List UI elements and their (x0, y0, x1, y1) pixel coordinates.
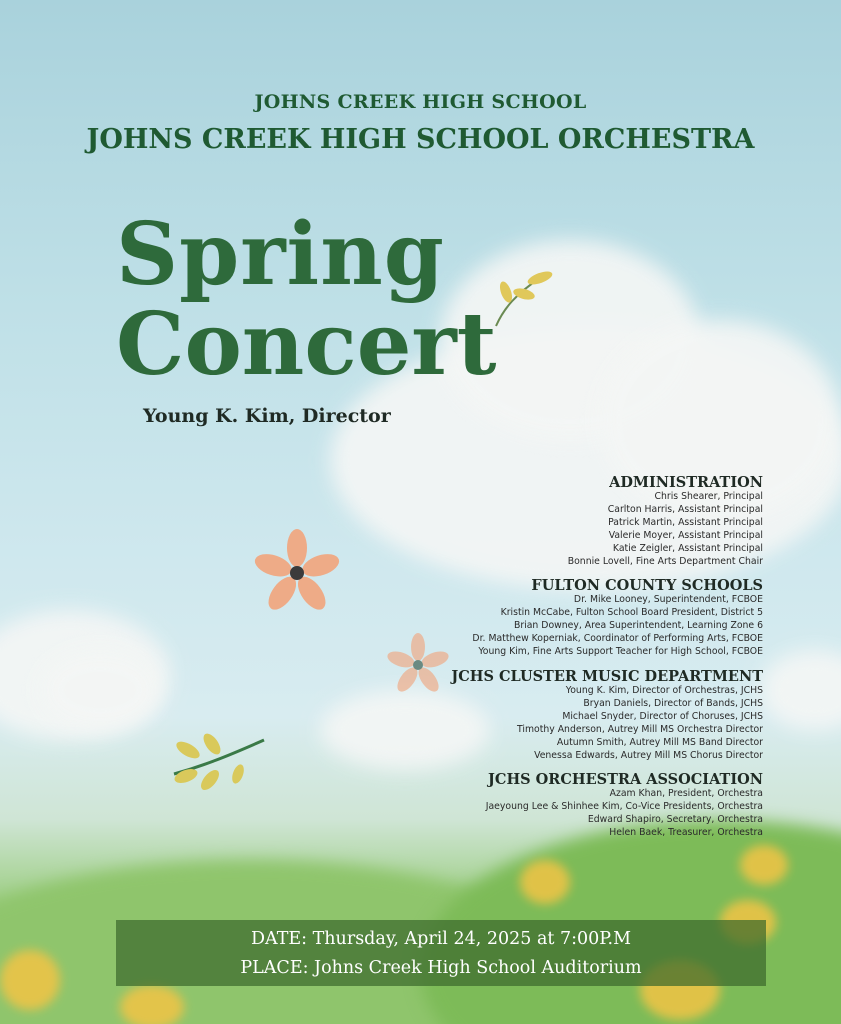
section-heading: ADMINISTRATION (609, 474, 763, 491)
credit-line: Kristin McCabe, Fulton School Board President, District 5 (500, 607, 763, 619)
credit-line: Dr. Mike Looney, Superintendent, FCBOE (573, 594, 763, 606)
credit-line: Timothy Anderson, Autrey Mill MS Orchestra Director (516, 723, 763, 735)
event-banner (116, 920, 766, 986)
title-line-concert: Concert (116, 294, 497, 395)
school-name: JOHNS CREEK HIGH SCHOOL (254, 91, 587, 113)
credits-list (343, 474, 763, 840)
background-cloud (40, 650, 160, 730)
orchestra-name: JOHNS CREEK HIGH SCHOOL ORCHESTRA (86, 124, 755, 155)
director-credit: Young K. Kim, Director (143, 405, 391, 427)
leaf-sprig-icon (490, 268, 560, 330)
credit-line: Brian Downey, Area Superintendent, Learning Zone 6 (513, 620, 763, 632)
credit-line: Katie Zeigler, Assistant Principal (612, 542, 763, 554)
section-heading: FULTON COUNTY SCHOOLS (531, 577, 763, 595)
credit-line: Autumn Smith, Autrey Mill MS Band Director (556, 736, 763, 748)
leaf-sprig-icon (168, 730, 268, 792)
background-flower (740, 845, 788, 885)
background-flower (520, 860, 570, 904)
event-place: PLACE: Johns Creek High School Auditorium (240, 958, 642, 978)
background-flower (120, 985, 184, 1024)
section-heading: JCHS ORCHESTRA ASSOCIATION (488, 771, 763, 789)
credit-line: Carlton Harris, Assistant Principal (607, 503, 763, 515)
title-line-spring: Spring (116, 204, 445, 305)
credit-line: Dr. Matthew Koperniak, Coordinator of Performing Arts, FCBOE (472, 633, 763, 645)
credit-line: Valerie Moyer, Assistant Principal (608, 529, 763, 541)
credit-line: Chris Shearer, Principal (654, 491, 763, 502)
credit-line: Patrick Martin, Assistant Principal (608, 516, 763, 528)
peach-flower-icon (250, 528, 344, 616)
credit-line: Young Kim, Fine Arts Support Teacher for High School, FCBOE (478, 646, 763, 658)
background-cloud (760, 650, 841, 730)
section-heading: JCHS CLUSTER MUSIC DEPARTMENT (451, 667, 763, 685)
credit-line: Young K. Kim, Director of Orchestras, JCHS (565, 684, 763, 696)
credit-line: Bryan Daniels, Director of Bands, JCHS (583, 697, 763, 709)
credit-line: Jaeyoung Lee & Shinhee Kim, Co-Vice Presidents, Orchestra (485, 801, 763, 813)
credit-line: Edward Shapiro, Secretary, Orchestra (587, 814, 763, 826)
credit-line: Michael Snyder, Director of Choruses, JCHS (562, 710, 763, 722)
credit-line: Venessa Edwards, Autrey Mill MS Chorus Director (534, 749, 763, 761)
credit-line: Helen Baek, Treasurer, Orchestra (609, 827, 763, 839)
background-flower (0, 950, 60, 1010)
event-date: DATE: Thursday, April 24, 2025 at 7:00P.M (251, 929, 631, 949)
credit-line: Azam Khan, President, Orchestra (609, 788, 763, 800)
credit-line: Bonnie Lovell, Fine Arts Department Chair (567, 555, 763, 567)
